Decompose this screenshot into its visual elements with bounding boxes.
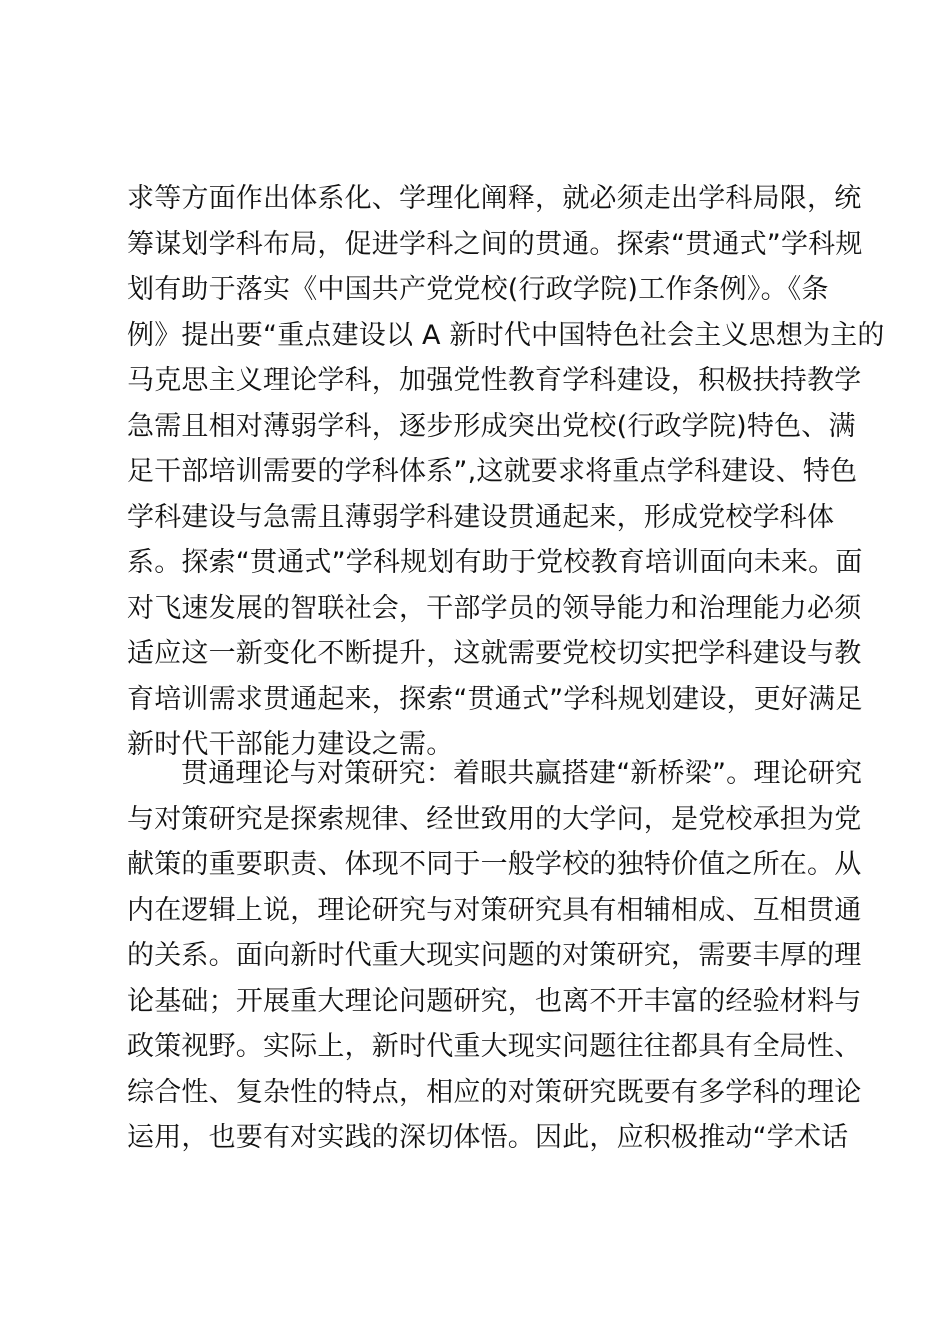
- text-line: 论基础；开展重大理论问题研究，也离不开丰富的经验材料与: [127, 985, 862, 1017]
- text-line: 育培训需求贯通起来，探索“贯通式”学科规划建设，更好满足: [127, 683, 863, 715]
- text-line: 对飞速发展的智联社会，干部学员的领导能力和治理能力必须: [127, 592, 862, 624]
- text-line: 例》提出要“重点建设以 A 新时代中国特色社会主义思想为主的: [127, 319, 885, 351]
- text-line: 筹谋划学科布局，促进学科之间的贯通。探索“贯通式”学科规: [127, 228, 863, 260]
- text-line: 政策视野。实际上，新时代重大现实问题往往都具有全局性、: [127, 1031, 862, 1062]
- text-line: 学科建设与急需且薄弱学科建设贯通起来，形成党校学科体: [127, 501, 835, 533]
- text-line: 贯通理论与对策研究：着眼共赢搭建“新桥梁”。理论研究: [181, 758, 863, 789]
- text-line: 划有助于落实《中国共产党党校(行政学院)工作条例》。《条: [127, 274, 829, 305]
- text-line: 与对策研究是探索规律、经世致用的大学问，是党校承担为党: [127, 803, 862, 835]
- text-line: 马克思主义理论学科，加强党性教育学科建设，积极扶持教学: [127, 365, 862, 396]
- text-line: 适应这一新变化不断提升，这就需要党校切实把学科建设与教: [127, 638, 862, 669]
- text-line: 急需且相对薄弱学科，逐步形成突出党校(行政学院)特色、满: [127, 410, 856, 442]
- text-line: 的关系。面向新时代重大现实问题的对策研究，需要丰厚的理: [127, 940, 862, 971]
- text-line: 综合性、复杂性的特点，相应的对策研究既要有多学科的理论: [127, 1076, 862, 1108]
- paragraph-discipline-planning: [127, 176, 885, 768]
- text-line: 求等方面作出体系化、学理化阐释，就必须走出学科局限，统: [127, 183, 862, 214]
- paragraph-theory-policy-research: [127, 751, 863, 1161]
- text-line: 系。探索“贯通式”学科规划有助于党校教育培训面向未来。面: [127, 547, 863, 578]
- text-line: 运用，也要有对实践的深切体悟。因此，应积极推动“学术话: [127, 1122, 849, 1153]
- text-line: 内在逻辑上说，理论研究与对策研究具有相辅相成、互相贯通: [127, 894, 862, 926]
- text-line: 新时代干部能力建设之需。: [127, 729, 454, 760]
- text-line: 足干部培训需要的学科体系”,这就要求将重点学科建设、特色: [127, 456, 858, 487]
- text-line: 献策的重要职责、体现不同于一般学校的独特价值之所在。从: [127, 849, 862, 880]
